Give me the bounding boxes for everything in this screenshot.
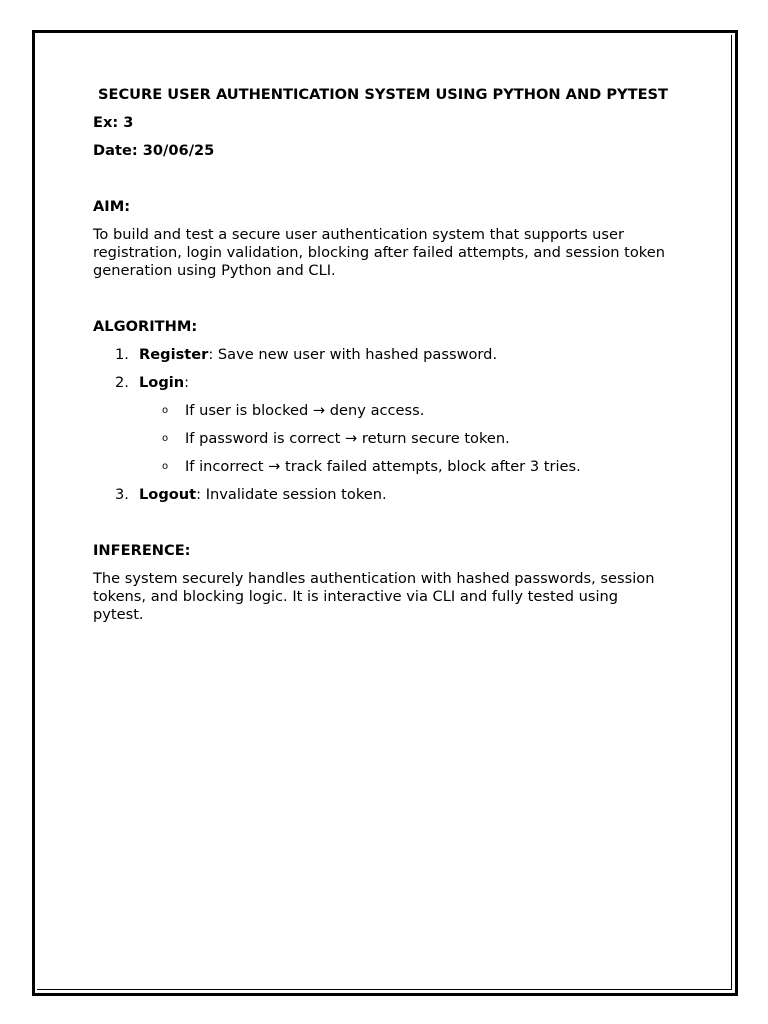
step-title: Logout	[139, 486, 197, 503]
step-text: :	[184, 374, 190, 391]
list-item	[93, 402, 673, 420]
inference-heading: INFERENCE:	[93, 542, 191, 559]
step-title: Login	[139, 374, 185, 391]
document-body	[93, 86, 673, 624]
bullet-icon: o	[162, 433, 169, 444]
substep-text: If password is correct → return secure token.	[185, 430, 510, 447]
step-text: : Invalidate session token.	[196, 486, 387, 503]
algorithm-steps	[93, 346, 673, 504]
aim-text: To build and test a secure user authentication system that supports user registration, login validation, blocking after failed attempts, and session token generation using Python and CLI.	[93, 226, 665, 279]
exercise-number: Ex: 3	[93, 114, 134, 131]
substep-text: If incorrect → track failed attempts, block after 3 tries.	[185, 458, 581, 475]
bullet-icon: o	[162, 461, 169, 472]
list-item	[93, 430, 673, 448]
step-number: 1.	[115, 346, 129, 363]
login-substeps	[139, 402, 673, 476]
step-title: Register	[139, 346, 209, 363]
document-date: Date: 30/06/25	[93, 142, 215, 159]
aim-heading: AIM:	[93, 198, 131, 215]
document-title: SECURE USER AUTHENTICATION SYSTEM USING PYTHON AND PYTEST	[97, 86, 669, 103]
step-number: 2.	[115, 374, 129, 391]
algorithm-heading: ALGORITHM:	[93, 318, 198, 335]
list-item	[93, 346, 673, 364]
step-number: 3.	[115, 486, 129, 503]
list-item	[93, 486, 673, 504]
list-item	[93, 458, 673, 476]
inference-text: The system securely handles authentication with hashed passwords, session tokens, and blocking logic. It is interactive via CLI and fully tested using pytest.	[93, 570, 655, 623]
substep-text: If user is blocked → deny access.	[185, 402, 425, 419]
list-item	[93, 374, 673, 476]
bullet-icon: o	[162, 405, 169, 416]
step-text: : Save new user with hashed password.	[208, 346, 498, 363]
